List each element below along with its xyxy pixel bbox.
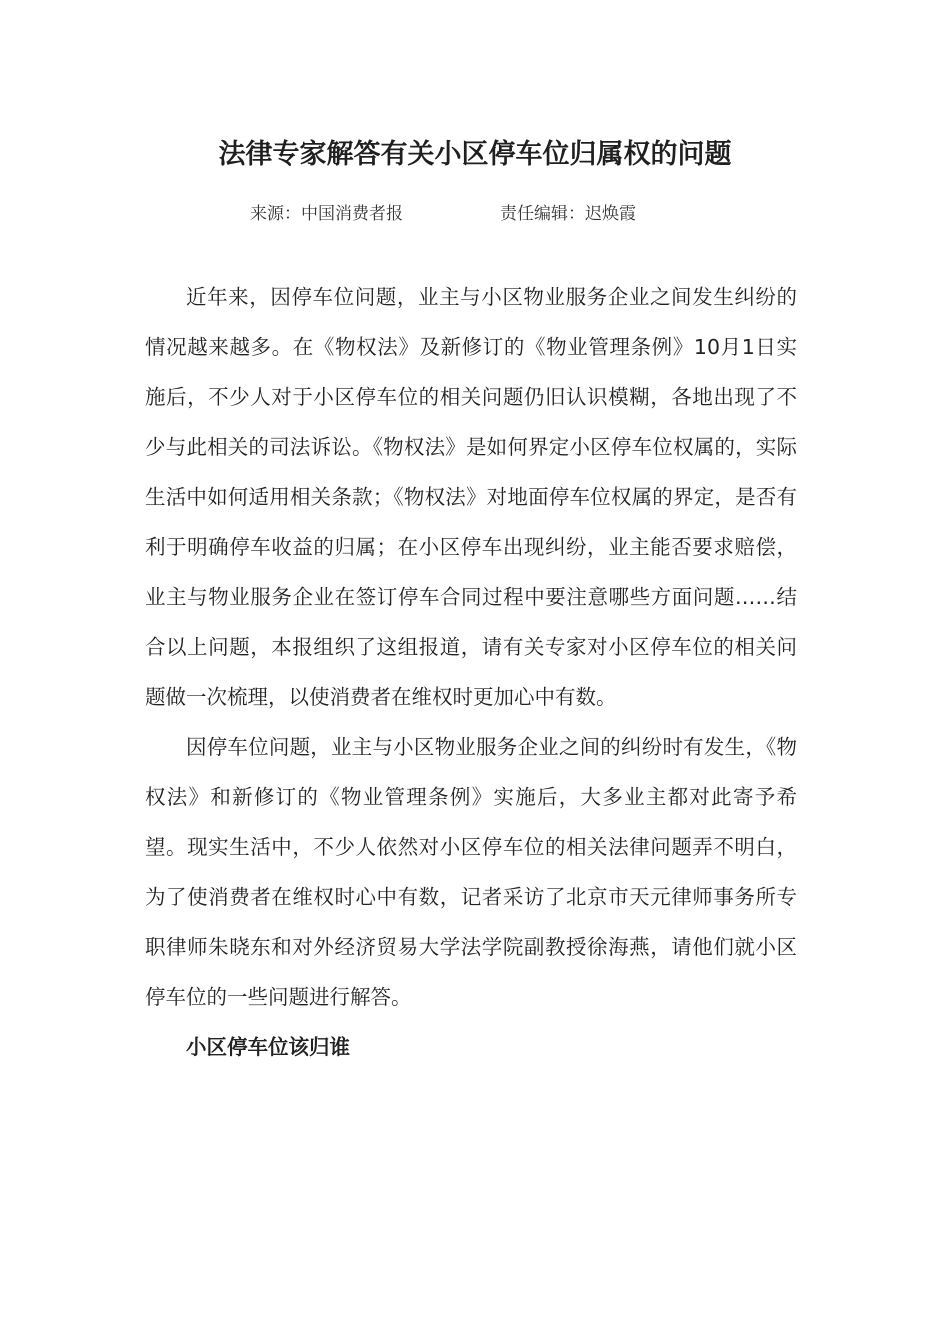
document-title: 法律专家解答有关小区停车位归属权的问题 [218,139,732,170]
source-line: 来源：中国消费者报 [250,204,403,224]
editor-line: 责任编辑：迟焕霞 [500,204,636,224]
article-body [145,272,797,1072]
paragraph-background: 因停车位问题，业主与小区物业服务企业之间的纠纷时有发生，《物权法》和新修订的《物业管理条例》实施后，大多业主都对此寄予希望。现实生活中，不少人依然对小区停车位的相关法律问题弄不明白，为了使消费者在维权时心中有数，记者采访了北京市天元律师事务所专职律师朱晓东和对外经济贸易大学法学院副教授徐海燕，请他们就小区停车位的一些问题进行解答。 [145,735,797,1009]
paragraph-intro: 近年来，因停车位问题，业主与小区物业服务企业之间发生纠纷的情况越来越多。在《物权法》及新修订的《物业管理条例》10月1日实施后，不少人对于小区停车位的相关问题仍旧认识模糊，各地出现了不少与此相关的司法诉讼。《物权法》是如何界定小区停车位权属的，实际生活中如何适用相关条款；《物权法》对地面停车位权属的界定，是否有利于明确停车收益的归属；在小区停车出现纠纷，业主能否要求赔偿，业主与物业服务企业在签订停车合同过程中要注意哪些方面问题……结合以上问题，本报组织了这组报道，请有关专家对小区停车位的相关问题做一次梳理，以使消费者在维权时更加心中有数。 [145,285,797,709]
section-heading: 小区停车位该归谁 [186,1035,350,1059]
